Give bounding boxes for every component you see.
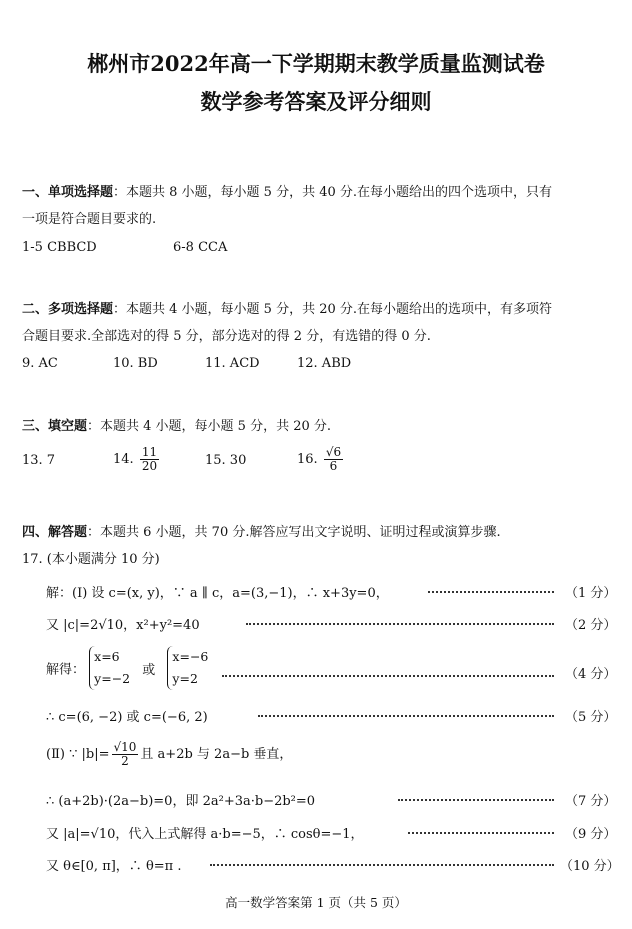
section1-desc-1: ：本题共 8 小题，每小题 5 分，共 40 分.在每小题给出的四个选项中，只有 [113, 185, 553, 200]
section1-answers-b: 6-8 CCA [173, 240, 228, 255]
fraction-numerator: √6 [325, 445, 342, 459]
solution-line-7: 又 |a|=√10，代入上式解得 a·b=−5，∴ cosθ=−1， [46, 827, 364, 842]
score-mark: （4 分） [565, 667, 617, 682]
fraction-denominator: 6 [329, 459, 338, 473]
part-2-intro: (Ⅱ) ∵ |b|= [46, 747, 110, 762]
norm-fraction [112, 741, 139, 768]
page-title: 郴州市2022年高一下学期期末教学质量监测试卷 [87, 51, 545, 76]
answer-13: 13. 7 [22, 453, 56, 468]
score-mark: （2 分） [565, 618, 617, 633]
equation: x=6 [94, 649, 120, 664]
leader-dots [246, 623, 554, 625]
section4-intro [22, 521, 501, 540]
answer-15: 15. 30 [205, 453, 247, 468]
section2-answer: 10. BD [113, 356, 158, 371]
section1-answers-a: 1-5 CBBCD [22, 240, 97, 255]
score-mark: （5 分） [565, 710, 617, 725]
answer-16 [297, 446, 345, 473]
solution-line-6: ∴ (a+2b)·(2a−b)=0，即 2a²+3a·b−2b²=0 [46, 794, 316, 809]
leader-dots [408, 832, 554, 834]
section2-intro [22, 298, 552, 317]
section2-desc-1: ：本题共 4 小题，每小题 5 分，共 20 分.在每小题给出的选项中，有多项符 [113, 302, 553, 317]
solution-line-8: 又 θ∈[0, π]，∴ θ=π . [46, 859, 182, 874]
section2-answer: 11. ACD [205, 356, 260, 371]
equation-system-1 [89, 646, 130, 690]
score-mark: （10 分） [560, 859, 620, 874]
solution-line-5 [46, 741, 292, 768]
leader-dots [428, 591, 554, 593]
score-mark: （1 分） [565, 586, 617, 601]
solution-line-2: 又 |c|=2√10，x²+y²=40 [46, 618, 200, 633]
leader-dots [222, 675, 554, 677]
page-subtitle: 数学参考答案及评分细则 [200, 89, 432, 114]
score-mark: （9 分） [565, 827, 617, 842]
fraction-denominator: 2 [121, 754, 129, 768]
section3-intro [22, 415, 331, 434]
equation: x=−6 [172, 649, 209, 664]
fraction-numerator: √10 [113, 740, 137, 754]
solution-line-4: ∴ c=(6, −2) 或 c=(−6, 2) [46, 710, 208, 725]
section1-heading: 一、单项选择题 [22, 185, 114, 200]
leader-dots [258, 715, 554, 717]
section3-heading: 三、填空题 [22, 419, 88, 434]
section1-desc-2: 一项是符合题目要求的. [22, 212, 157, 227]
solution-line-3 [46, 646, 208, 690]
section2-answer: 9. AC [22, 356, 58, 371]
section2-answer: 12. ABD [297, 356, 352, 371]
equation: y=2 [172, 671, 198, 686]
equation: y=−2 [94, 671, 131, 686]
answer-14-label: 14. [113, 452, 134, 467]
answer-14 [113, 446, 161, 473]
answer-16-label: 16. [297, 452, 318, 467]
solution-line-1: 解：(Ⅰ) 设 c=(x, y)，∵ a ∥ c，a=(3,−1)，∴ x+3y=0， [46, 586, 389, 601]
leader-dots [210, 864, 554, 866]
question-17-title: 17. (本小题满分 10 分) [22, 552, 160, 567]
answer-14-fraction [140, 446, 159, 473]
fraction-numerator: 11 [141, 445, 158, 459]
section3-desc: ：本题共 4 小题，每小题 5 分，共 20 分. [87, 419, 332, 434]
fraction-denominator: 20 [141, 459, 158, 473]
equation-system-2 [167, 646, 208, 690]
score-mark: （7 分） [565, 794, 617, 809]
answer-16-fraction [324, 446, 343, 473]
page-footer: 高一数学答案第 1 页（共 5 页） [225, 895, 407, 910]
section4-heading: 四、解答题 [22, 525, 88, 540]
section2-heading: 二、多项选择题 [22, 302, 114, 317]
leader-dots [398, 799, 554, 801]
section2-desc-2: 合题目要求.全部选对的得 5 分，部分选对的得 2 分，有选错的得 0 分. [22, 329, 431, 344]
section4-desc: ：本题共 6 小题，共 70 分.解答应写出文字说明、证明过程或演算步骤. [87, 525, 501, 540]
part-2-condition: 且 a+2b 与 2a−b 垂直， [140, 747, 293, 762]
or-text: 或 [142, 662, 156, 678]
section1-intro [22, 181, 552, 200]
solve-label: 解得： [46, 662, 86, 678]
